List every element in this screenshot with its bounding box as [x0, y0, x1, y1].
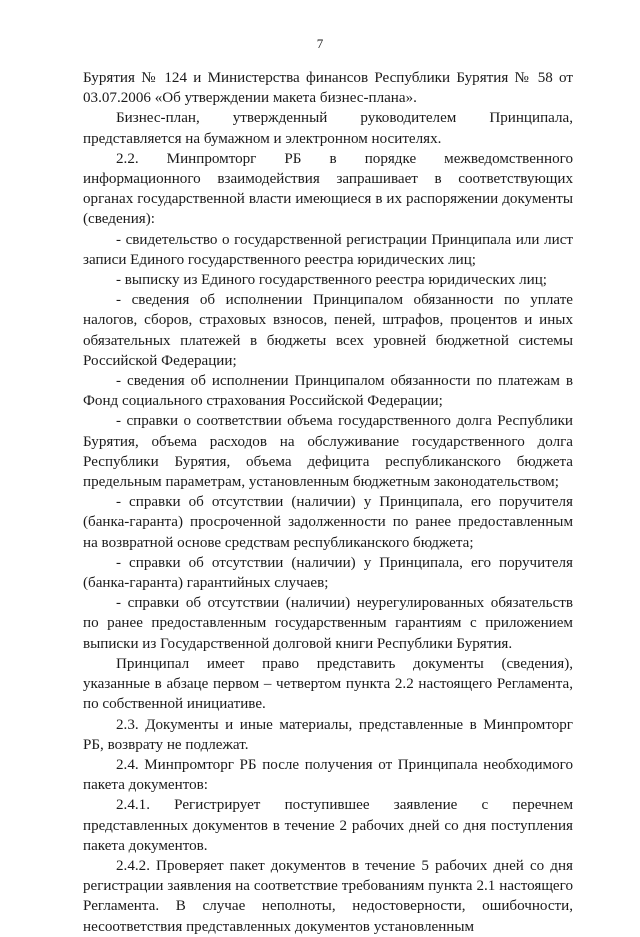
paragraph: 2.4.1. Регистрирует поступившее заявление с перечнем представленных документов в течение 2 рабочих дней со дня поступления пакета документов. — [83, 797, 573, 854]
paragraph: Бизнес-план, утвержденный руководителем Принципала, представляется на бумажном и электронном носителях. — [83, 110, 573, 147]
list-item: - сведения об исполнении Принципалом обязанности по платежам в Фонд социального страхования Российской Федерации; — [83, 373, 573, 410]
paragraph: 2.4.2. Проверяет пакет документов в течение 5 рабочих дней со дня регистрации заявления на соответствие требованиям пункта 2.1 настоящего Регламента. В случае неполноты, недостоверности, ошибочности, несоответствия представленных документов установленным — [83, 857, 573, 935]
document-body — [83, 68, 573, 937]
list-item: - справки о соответствии объема государственного долга Республики Бурятия, объема расходов на обслуживание государственного долга Республики Бурятия, объема дефицита республиканского бюджета предельным параметрам, установленным бюджетным законодательством; — [83, 413, 573, 491]
list-item: - справки об отсутствии (наличии) неурегулированных обязательств по ранее предоставленным государственным гарантиям с приложением выписки из Государственной долговой книги Республики Бурятия. — [83, 595, 573, 652]
page-number: 7 — [316, 36, 324, 51]
paragraph: Принципал имеет право представить документы (сведения), указанные в абзаце первом – четвертом пункта 2.2 настоящего Регламента, по собственной инициативе. — [83, 655, 573, 713]
list-item: - справки об отсутствии (наличии) у Принципала, его поручителя (банка-гаранта) гарантийных случаев; — [83, 554, 573, 592]
paragraph: 2.3. Документы и иные материалы, представленные в Минпромторг РБ, возврату не подлежат. — [83, 716, 573, 753]
list-item: - справки об отсутствии (наличии) у Принципала, его поручителя (банка-гаранта) просроченной задолженности по ранее предоставленным на возвратной основе средствам республиканского бюджета; — [83, 494, 573, 551]
paragraph: 2.4. Минпромторг РБ после получения от Принципала необходимого пакета документов: — [83, 756, 573, 794]
list-item: - свидетельство о государственной регистрации Принципала или лист записи Единого государственного реестра юридических лиц; — [83, 231, 573, 268]
list-item: - сведения об исполнении Принципалом обязанности по уплате налогов, сборов, страховых взносов, пеней, штрафов, процентов и иных обязательных платежей в бюджеты всех уровней бюджетной системы Российской Федерации; — [83, 292, 573, 369]
list-item: - выписку из Единого государственного реестра юридических лиц; — [116, 272, 547, 289]
paragraph: 2.2. Минпромторг РБ в порядке межведомственного информационного взаимодействия запрашивает в соответствующих органах государственной власти имеющиеся в их распоряжении документы (сведения): — [83, 150, 573, 228]
paragraph: Бурятия № 124 и Министерства финансов Республики Бурятия № 58 от 03.07.2006 «Об утверждении макета бизнес-плана». — [83, 70, 573, 107]
